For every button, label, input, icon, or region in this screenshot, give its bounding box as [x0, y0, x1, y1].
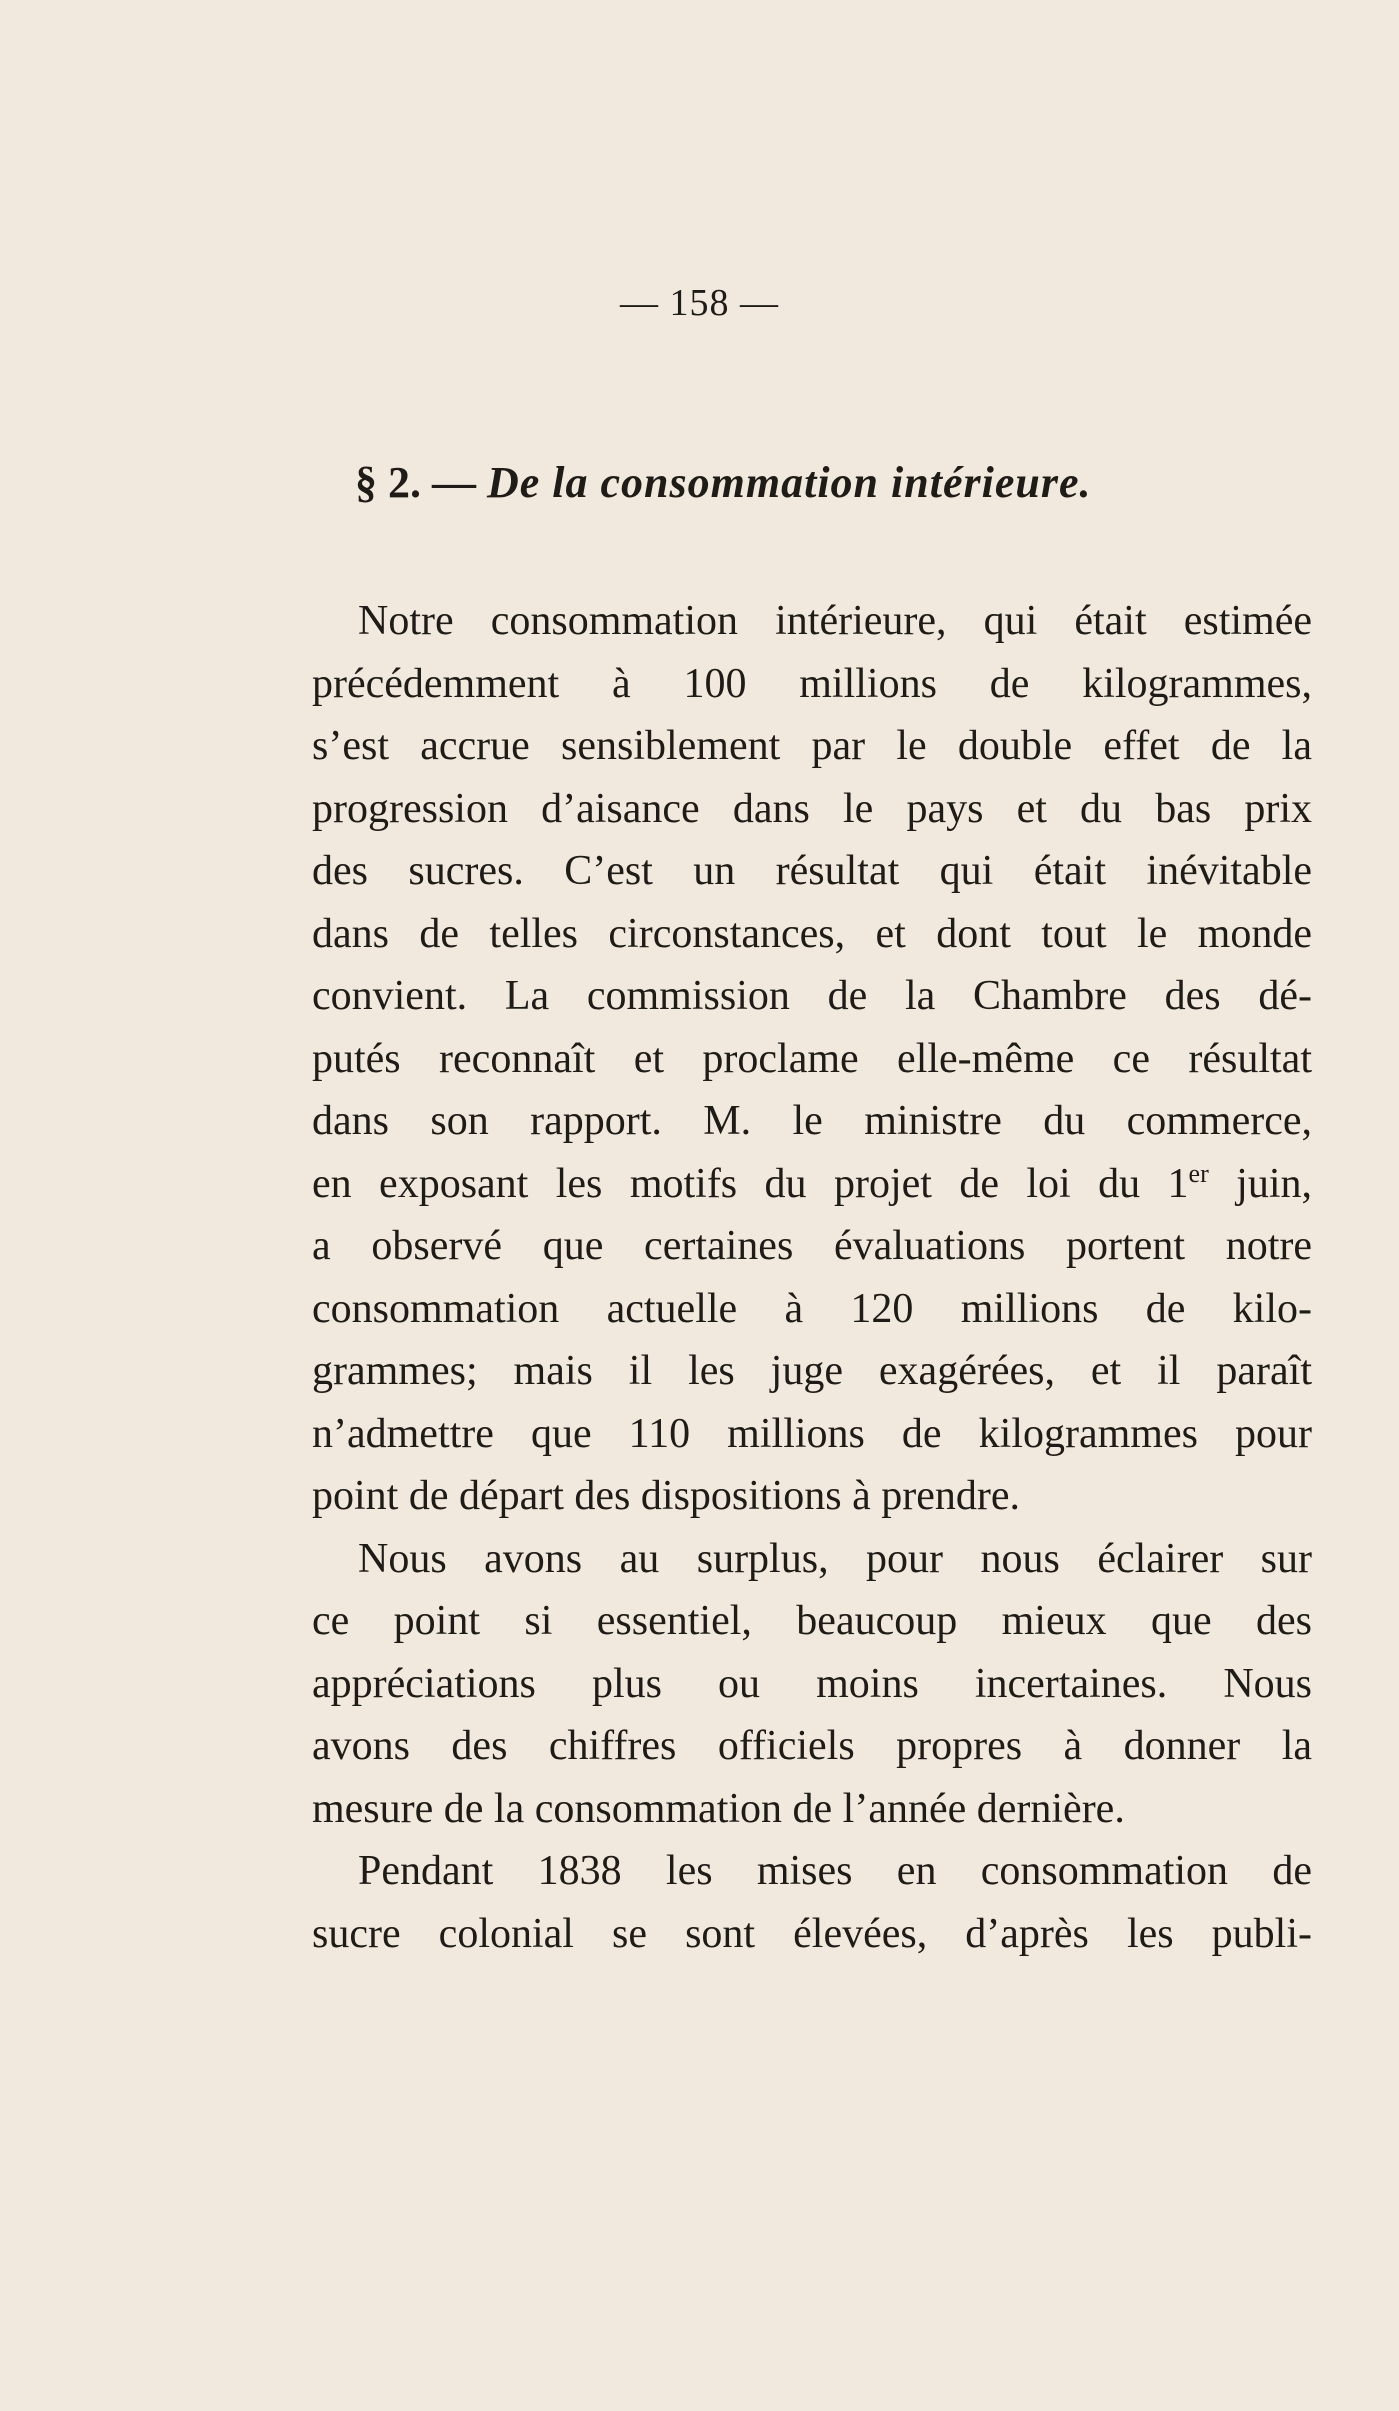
text-line: avons des chiffres officiels propres à donner la — [312, 1723, 1312, 1769]
text-line — [312, 1153, 1312, 1216]
text-line: Pendant 1838 les mises en consommation de — [358, 1848, 1312, 1894]
section-mark: § 2. — — [355, 458, 487, 507]
text-line: s’est accrue sensiblement par le double effet de la — [312, 723, 1312, 769]
text-line: dans de telles circonstances, et dont tout le monde — [312, 910, 1312, 957]
paragraph — [312, 590, 1312, 1528]
body-text — [312, 590, 1312, 1965]
text-line: consommation actuelle à 120 millions de kilo- — [312, 1285, 1312, 1332]
text-line: Notre consommation intérieure, qui était estimée — [358, 598, 1312, 644]
text-line: mesure de la consommation de l’année dernière. — [312, 1785, 1125, 1832]
text-line: ce point si essentiel, beaucoup mieux que des — [312, 1598, 1312, 1644]
text-line: n’admettre que 110 millions de kilogrammes pour — [312, 1410, 1312, 1457]
superscript: er — [1188, 1158, 1209, 1188]
text-line-part: en exposant les motifs du projet de loi du 1 — [312, 1160, 1189, 1207]
text-line: point de départ des dispositions à prendre. — [312, 1473, 1021, 1519]
text-line: grammes; mais il les juge exagérées, et il paraît — [312, 1348, 1312, 1394]
text-line: des sucres. C’est un résultat qui était inévitable — [312, 848, 1312, 894]
text-line: dans son rapport. M. le ministre du commerce, — [312, 1098, 1312, 1144]
section-heading — [355, 455, 1305, 511]
text-line-part: juin, — [1208, 1160, 1312, 1207]
text-line: progression d’aisance dans le pays et du bas prix — [312, 785, 1312, 832]
text-line: appréciations plus ou moins incertaines. Nous — [312, 1660, 1312, 1707]
text-line: a observé que certaines évaluations portent notre — [312, 1223, 1312, 1269]
section-title: De la consommation intérieure. — [487, 458, 1092, 507]
text-line: convient. La commission de la Chambre des dé- — [312, 973, 1312, 1019]
text-line: Nous avons au surplus, pour nous éclairer sur — [358, 1535, 1312, 1582]
paragraph — [312, 1528, 1312, 1841]
text-line: sucre colonial se sont élevées, d’après les publi- — [312, 1910, 1312, 1957]
page-number: — 158 — — [620, 282, 779, 324]
text-line: précédemment à 100 millions de kilogrammes, — [312, 660, 1312, 707]
paragraph — [312, 1840, 1312, 1965]
text-line: putés reconnaît et proclame elle-même ce résultat — [312, 1035, 1312, 1082]
